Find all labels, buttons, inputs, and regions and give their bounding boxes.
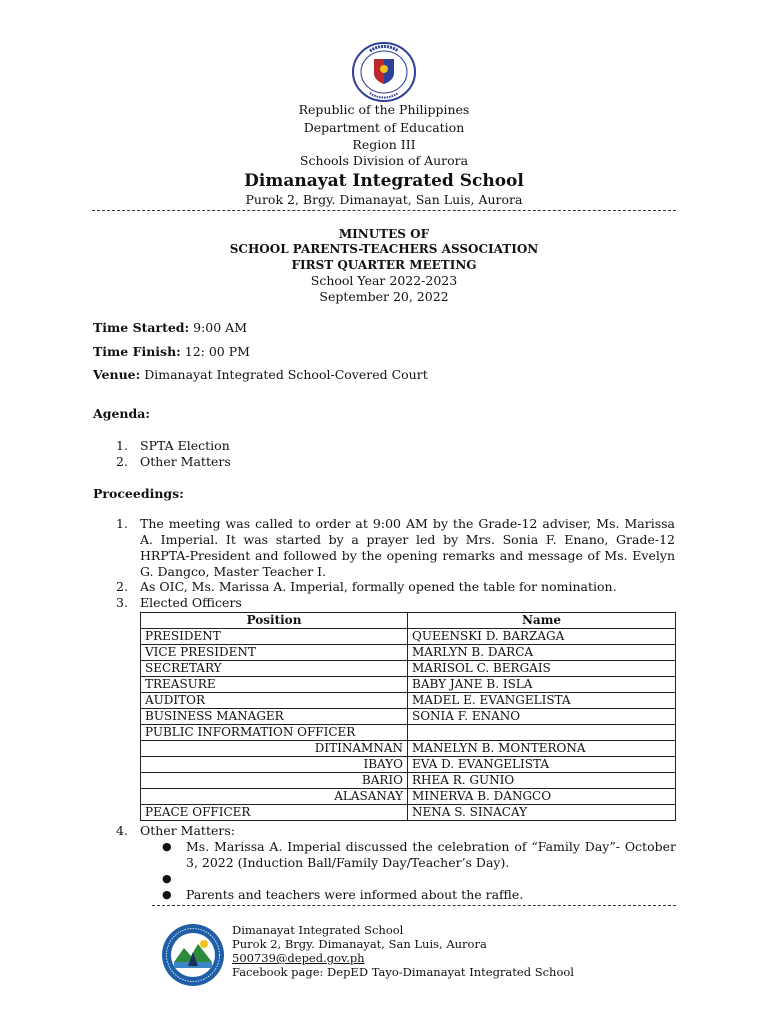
- proceeding-elected-officers: Elected Officers: [140, 595, 242, 610]
- officer-name: [408, 725, 676, 741]
- table-row: [141, 725, 676, 741]
- footer-email-link[interactable]: 500739@deped.gov.ph: [232, 951, 365, 965]
- officer-position: BUSINESS MANAGER: [141, 709, 408, 725]
- time-started-value: 9:00 AM: [193, 320, 248, 335]
- venue-label: Venue:: [93, 367, 141, 382]
- table-row: [141, 693, 676, 709]
- table-row: [141, 677, 676, 693]
- proceeding-nomination: As OIC, Ms. Marissa A. Imperial, formally opened the table for nomination.: [140, 579, 617, 594]
- table-row: [141, 645, 676, 661]
- header-region: Region III: [352, 137, 416, 152]
- officer-position: IBAYO: [141, 757, 408, 773]
- agenda-item-spta-election: SPTA Election: [140, 438, 230, 453]
- header-divider: [92, 210, 676, 211]
- title-meeting: FIRST QUARTER MEETING: [291, 258, 477, 272]
- deped-seal-logo: [350, 41, 418, 103]
- officer-name: EVA D. EVANGELISTA: [408, 757, 676, 773]
- officers-table-body: [141, 629, 676, 821]
- title-school-year: School Year 2022-2023: [310, 273, 458, 288]
- officer-name: MADEL E. EVANGELISTA: [408, 693, 676, 709]
- footer-school-name: Dimanayat Integrated School: [232, 923, 404, 937]
- table-row: [141, 773, 676, 789]
- agenda-item-num: 2.: [116, 454, 128, 469]
- time-started-label: Time Started:: [93, 320, 190, 335]
- header-republic: Republic of the Philippines: [298, 102, 470, 117]
- agenda-item-num: 1.: [116, 438, 128, 453]
- header-department: Department of Education: [303, 120, 465, 135]
- other-matter-family-day: Ms. Marissa A. Imperial discussed the celebration of “Family Day”- October 3, 2022 (Induction Ball/Family Day/Teacher’s Day).: [186, 839, 676, 870]
- column-header-name: Name: [408, 613, 676, 629]
- school-address: Purok 2, Brgy. Dimanayat, San Luis, Aurora: [245, 192, 523, 207]
- officer-position: TREASURE: [141, 677, 408, 693]
- proceeding-other-matters: Other Matters:: [140, 823, 235, 838]
- officer-position: BARIO: [141, 773, 408, 789]
- officer-position: VICE PRESIDENT: [141, 645, 408, 661]
- bullet-icon: ●: [162, 840, 172, 853]
- officer-name: MARLYN B. DARCA: [408, 645, 676, 661]
- proceeding-item-num: 4.: [116, 823, 128, 838]
- officer-position: SECRETARY: [141, 661, 408, 677]
- bullet-icon: ●: [162, 888, 172, 901]
- elected-officers-table: [140, 612, 676, 821]
- footer-facebook: Facebook page: DepED Tayo-Dimanayat Integrated School: [232, 965, 574, 979]
- table-header-row: [141, 613, 676, 629]
- agenda-item-other-matters: Other Matters: [140, 454, 231, 469]
- proceeding-item-num: 1.: [116, 516, 128, 531]
- officer-name: SONIA F. ENANO: [408, 709, 676, 725]
- proceeding-item-num: 3.: [116, 595, 128, 610]
- other-matter-raffle: Parents and teachers were informed about the raffle.: [186, 887, 524, 902]
- officer-name: MARISOL C. BERGAIS: [408, 661, 676, 677]
- school-name: Dimanayat Integrated School: [244, 171, 524, 191]
- time-finish-value: 12: 00 PM: [184, 344, 250, 359]
- officer-name: MINERVA B. DANGCO: [408, 789, 676, 805]
- officer-position: ALASANAY: [141, 789, 408, 805]
- officer-name: MANELYN B. MONTERONA: [408, 741, 676, 757]
- officer-name: QUEENSKI D. BARZAGA: [408, 629, 676, 645]
- time-started: [93, 320, 247, 335]
- table-row: [141, 709, 676, 725]
- officer-name: BABY JANE B. ISLA: [408, 677, 676, 693]
- officer-position: AUDITOR: [141, 693, 408, 709]
- table-row: [141, 805, 676, 821]
- footer-email[interactable]: [232, 951, 365, 965]
- agenda-heading: Agenda:: [93, 406, 150, 421]
- title-date: September 20, 2022: [319, 289, 449, 304]
- bullet-icon: ●: [162, 872, 172, 885]
- table-row: [141, 757, 676, 773]
- header-division: Schools Division of Aurora: [299, 153, 469, 168]
- venue: [93, 367, 428, 382]
- time-finish-label: Time Finish:: [93, 344, 181, 359]
- footer-divider: [152, 905, 676, 906]
- column-header-position: Position: [141, 613, 408, 629]
- table-row: [141, 661, 676, 677]
- proceeding-call-to-order: The meeting was called to order at 9:00 AM by the Grade-12 adviser, Ms. Marissa A. Imperial. It was started by a prayer led by Mrs. Sonia F. Enano, Grade-12 HRPTA-President and followed by the opening remarks and message of Ms. Evelyn G. Dangco, Master Teacher I.: [140, 516, 675, 579]
- officer-name: RHEA R. GUNIO: [408, 773, 676, 789]
- table-row: [141, 741, 676, 757]
- officer-name: NENA S. SINACAY: [408, 805, 676, 821]
- title-association: SCHOOL PARENTS-TEACHERS ASSOCIATION: [229, 242, 539, 256]
- officer-position: PEACE OFFICER: [141, 805, 408, 821]
- proceeding-item-num: 2.: [116, 579, 128, 594]
- officer-position: PRESIDENT: [141, 629, 408, 645]
- officer-position: DITINAMNAN: [141, 741, 408, 757]
- footer-address: Purok 2, Brgy. Dimanayat, San Luis, Aurora: [232, 937, 487, 951]
- time-finish: [93, 344, 250, 359]
- table-row: [141, 789, 676, 805]
- title-minutes: MINUTES OF: [338, 227, 430, 241]
- table-row: [141, 629, 676, 645]
- venue-value: Dimanayat Integrated School-Covered Court: [144, 367, 428, 382]
- proceedings-heading: Proceedings:: [93, 486, 184, 501]
- officer-position: PUBLIC INFORMATION OFFICER: [141, 725, 408, 741]
- school-logo: [160, 922, 226, 988]
